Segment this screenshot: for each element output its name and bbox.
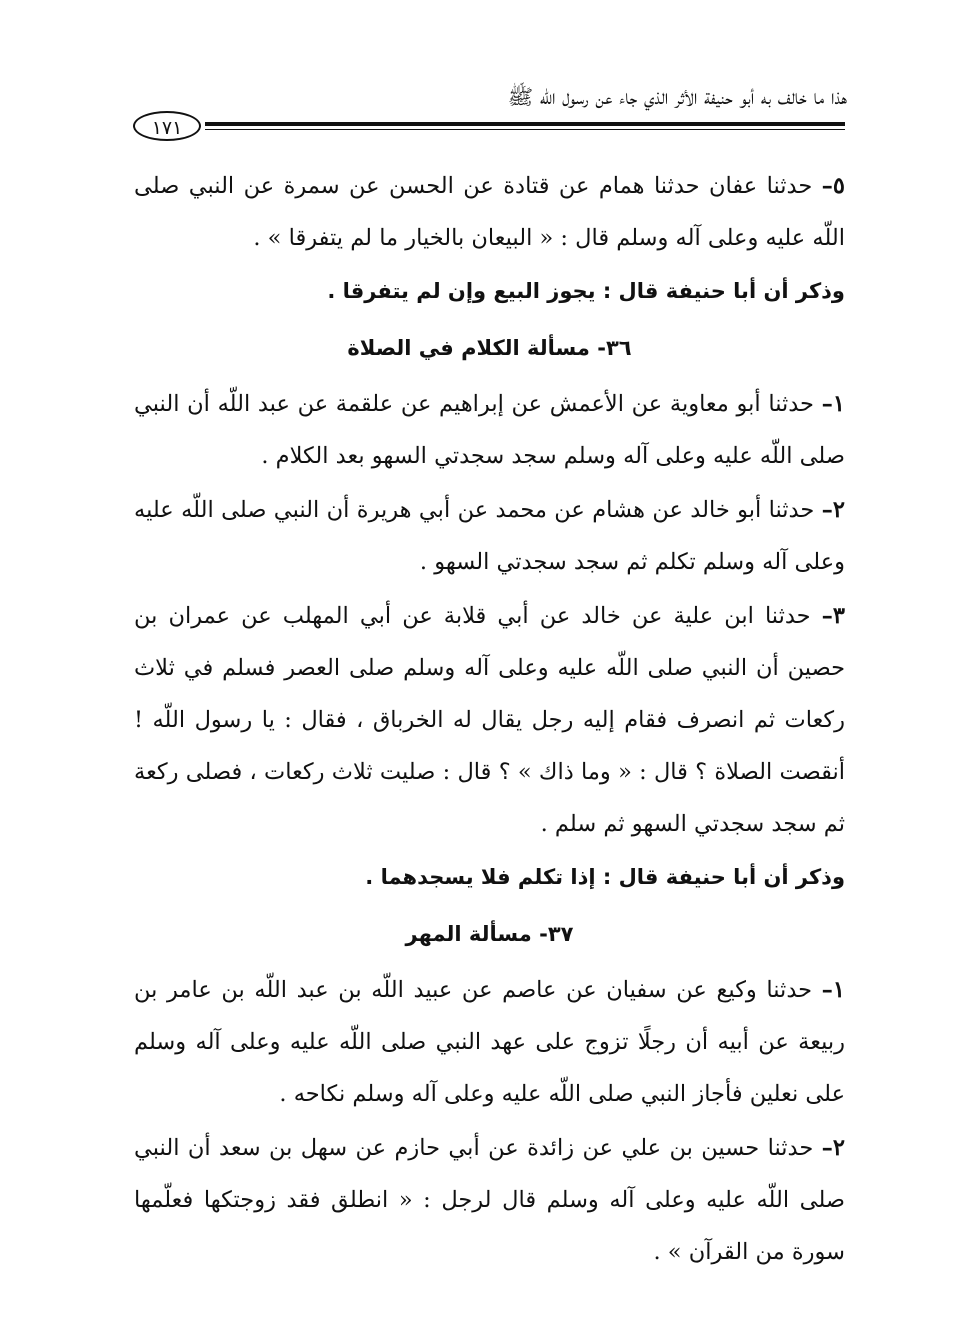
hadith-text: حدثنا ابن علية عن خالد عن أبي قلابة عن أبي المهلب عن عمران بن حصين أن النبي صلى اللّه عليه وعلى آله وسلم صلى العصر فسلم في ثلاث ركعات ثم انصرف فقام إليه رجل يقال له الخرباق ، فقال : يا رسول اللّه ! أنقصت الصلاة ؟ قال : « وما ذاك » ؟ قال : صليت ثلاث ركعات ، فصلى ركعة ثم سجد سجدتي السهو ثم سلم . (134, 603, 845, 837)
section-heading: ٣٧- مسألة المهر (405, 922, 574, 946)
hadith-text: حدثنا أبو معاوية عن الأعمش عن إبراهيم عن علقمة عن عبد اللّه أن النبي صلى اللّه عليه وعلى آله وسلم سجد سجدتي السهو بعد الكلام . (134, 391, 845, 469)
hadith-number: ١– (821, 977, 845, 1003)
hadith-paragraph (134, 484, 845, 588)
hadith-text: حدثنا أبو خالد عن هشام عن محمد عن أبي هريرة أن النبي صلى اللّه عليه وعلى آله وسلم تكلم ثم سجد سجدتي السهو . (134, 497, 845, 575)
section-heading: ٣٦- مسألة الكلام في الصلاة (347, 336, 632, 360)
header-rule (205, 122, 845, 126)
hadith-paragraph (134, 964, 845, 1120)
hadith-number: ١– (821, 391, 845, 417)
running-header: هذا ما خالف به أبو حنيفة الأثر الذي جاء عن رسول اللّه ﷺ (507, 85, 847, 109)
hadith-paragraph (134, 378, 845, 482)
hadith-text: حدثنا حسين بن علي عن زائدة عن أبي حازم عن سهل بن سعد أن النبي صلى اللّه عليه وعلى آله وسلم قال لرجل : « انطلق فقد زوجتكها فعلّمها سورة من القرآن » . (134, 1135, 845, 1265)
hadith-paragraph (134, 590, 845, 850)
hadith-text: حدثنا عفان حدثنا همام عن قتادة عن الحسن عن سمرة عن النبي صلى اللّه عليه وعلى آله وسلم قال : « البيعان بالخيار ما لم يتفرقا » . (134, 173, 845, 251)
hadith-number: ٣– (821, 603, 845, 629)
page-number: ١٧١ (133, 111, 201, 141)
hadith-paragraph (134, 1122, 845, 1278)
hadith-paragraph (134, 160, 845, 264)
header-rule-thin (205, 129, 845, 130)
hadith-number: ٢– (821, 1135, 845, 1161)
abu-hanifa-opinion: وذكر أن أبا حنيفة قال : إذا تكلم فلا يسجدهما . (365, 865, 845, 889)
hadith-number: ٢– (821, 497, 845, 523)
abu-hanifa-opinion: وذكر أن أبا حنيفة قال : يجوز البيع وإن لم يتفرقا . (327, 279, 845, 303)
hadith-number: ٥– (821, 173, 845, 199)
page-body (134, 160, 845, 1280)
hadith-text: حدثنا وكيع عن سفيان عن عاصم عن عبيد اللّه بن عبد اللّه بن عامر بن ربيعة عن أبيه أن رجلًا تزوج على عهد النبي صلى اللّه عليه وعلى آله وسلم على نعلين فأجاز النبي صلى اللّه عليه وعلى آله وسلم نكاحه . (134, 977, 845, 1107)
